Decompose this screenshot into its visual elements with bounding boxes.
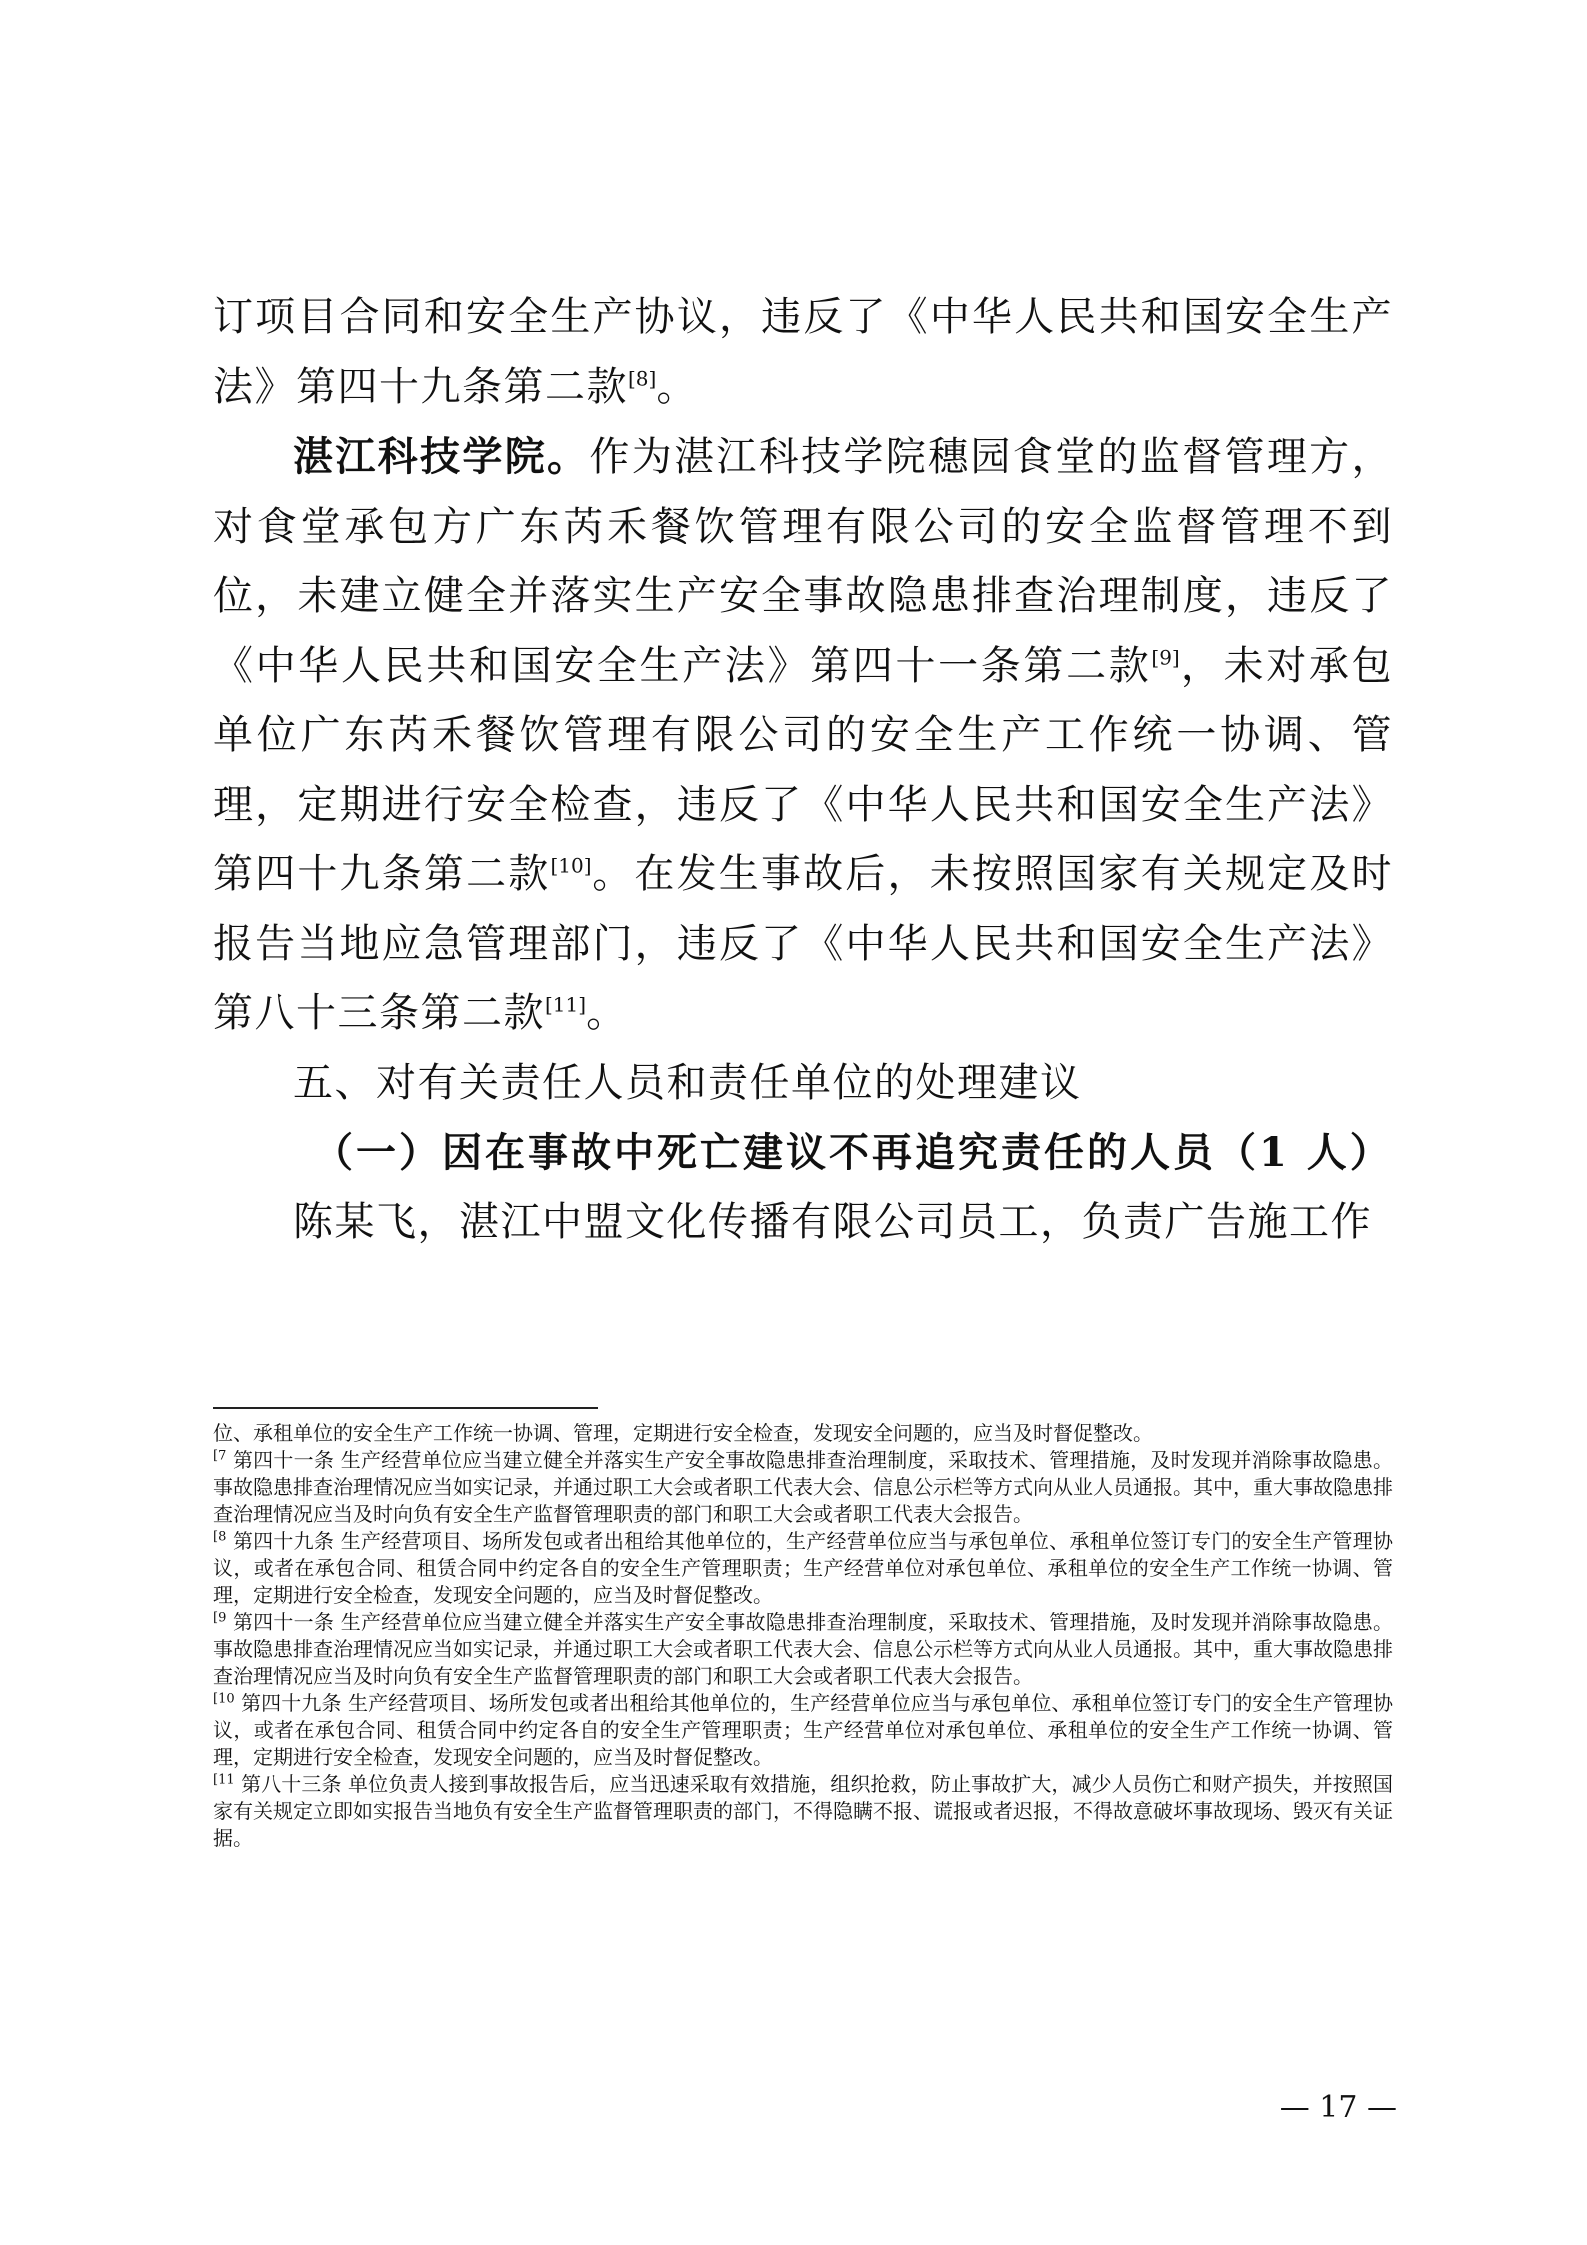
footnote-divider bbox=[213, 1407, 598, 1409]
paragraph-text: 作为湛江科技学院穗园食堂的监督管理方，对食堂承包方广东芮禾餐饮管理有限公司的安全监督管理不到位，未建立健全并落实生产安全事故隐患排查治理制度，违反了《中华人民共和国安全生产法》第四十一条第二款 bbox=[213, 434, 1394, 689]
footnote-text: 第四十九条 生产经营项目、场所发包或者出租给其他单位的，生产经营单位应当与承包单位、承租单位签订专门的安全生产管理协议，或者在承包合同、租赁合同中约定各自的安全生产管理职责；生产经营单位对承包单位、承租单位的安全生产工作统一协调、管理，定期进行安全检查，发现安全问题的，应当及时督促整改。 bbox=[213, 1691, 1393, 1769]
section-heading: 五、对有关责任人员和责任单位的处理建议 bbox=[293, 1059, 1082, 1106]
footnotes bbox=[213, 1420, 1393, 1852]
body-paragraph bbox=[213, 422, 1393, 1049]
footnote-item bbox=[213, 1447, 1393, 1528]
footnote-text: 第四十九条 生产经营项目、场所发包或者出租给其他单位的，生产经营单位应当与承包单位、承租单位签订专门的安全生产管理协议，或者在承包合同、租赁合同中约定各自的安全生产管理职责；生产经营单位对承包单位、承租单位的安全生产工作统一协调、管理，定期进行安全检查，发现安全问题的，应当及时督促整改。 bbox=[213, 1529, 1393, 1607]
page-number: — 17 — bbox=[1279, 2090, 1397, 2125]
footnote-mark: [10 bbox=[213, 1691, 235, 1707]
paragraph-text: 。 bbox=[656, 363, 698, 410]
footnote-mark: [8 bbox=[213, 1529, 227, 1545]
footnote-item bbox=[213, 1420, 1393, 1447]
paragraph-text: 。在发生事故后，未按照国家有关规定及时报告当地应急管理部门，违反了《中华人民共和国安全生产法》第八十三条第二款 bbox=[213, 851, 1394, 1036]
body-paragraph: 陈某飞，湛江中盟文化传播有限公司员工，负责广告施工作 bbox=[293, 1198, 1372, 1245]
body-paragraph bbox=[213, 283, 1393, 422]
paragraph-text: 。 bbox=[586, 990, 628, 1036]
paragraph-text: 订项目合同和安全生产协议，违反了《中华人民共和国安全生产法》第四十九条第二款 bbox=[213, 294, 1393, 410]
main-body bbox=[213, 283, 1393, 1257]
footnote-text: 第八十三条 单位负责人接到事故报告后，应当迅速采取有效措施，组织抢救，防止事故扩大，减少人员伤亡和财产损失，并按照国家有关规定立即如实报告当地负有安全生产监督管理职责的部门，不得隐瞒不报、谎报或者迟报，不得故意破坏事故现场、毁灭有关证据。 bbox=[213, 1772, 1393, 1850]
footnote-ref: [10] bbox=[550, 853, 592, 878]
footnote-ref: [9] bbox=[1151, 645, 1180, 670]
footnote-item bbox=[213, 1609, 1393, 1690]
footnote-item bbox=[213, 1771, 1393, 1852]
footnote-item bbox=[213, 1690, 1393, 1771]
subsection-heading: （一）因在事故中死亡建议不再追究责任的人员（1 人） bbox=[313, 1129, 1393, 1176]
footnote-text: 第四十一条 生产经营单位应当建立健全并落实生产安全事故隐患排查治理制度，采取技术、管理措施，及时发现并消除事故隐患。事故隐患排查治理情况应当如实记录，并通过职工大会或者职工代表大会、信息公示栏等方式向从业人员通报。其中，重大事故隐患排查治理情况应当及时向负有安全生产监督管理职责的部门和职工大会或者职工代表大会报告。 bbox=[213, 1610, 1393, 1688]
paragraph-text: ，未对承包单位广东芮禾餐饮管理有限公司的安全生产工作统一协调、管理，定期进行安全检查，违反了《中华人民共和国安全生产法》第四十九条第二款 bbox=[213, 642, 1394, 897]
footnote-mark: [7 bbox=[213, 1448, 227, 1464]
footnote-ref: [8] bbox=[628, 366, 657, 391]
footnote-item bbox=[213, 1528, 1393, 1609]
bold-lead-in: 湛江科技学院。 bbox=[293, 433, 590, 480]
footnote-mark: [9 bbox=[213, 1610, 227, 1626]
footnote-text: 位、承租单位的安全生产工作统一协调、管理，定期进行安全检查，发现安全问题的，应当及时督促整改。 bbox=[213, 1421, 1153, 1445]
footnote-text: 第四十一条 生产经营单位应当建立健全并落实生产安全事故隐患排查治理制度，采取技术、管理措施，及时发现并消除事故隐患。事故隐患排查治理情况应当如实记录，并通过职工大会或者职工代表大会、信息公示栏等方式向从业人员通报。其中，重大事故隐患排查治理情况应当及时向负有安全生产监督管理职责的部门和职工大会或者职工代表大会报告。 bbox=[213, 1448, 1393, 1526]
footnote-ref: [11] bbox=[545, 992, 587, 1017]
footnote-mark: [11 bbox=[213, 1772, 235, 1788]
